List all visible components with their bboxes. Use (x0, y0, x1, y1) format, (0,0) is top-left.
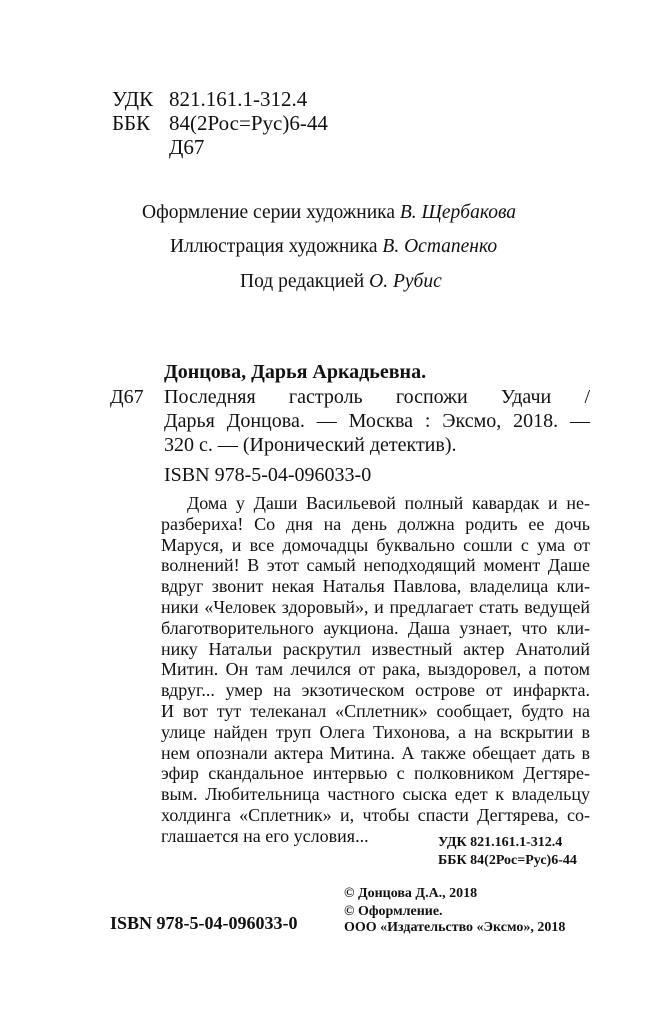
illustration-credit (170, 236, 497, 258)
illustration-name: В. Остапенко (382, 236, 498, 257)
annotation-line: глашается на его условия... (161, 825, 369, 846)
copyright-publisher: ООО «Издательство «Эксмо», 2018 (344, 920, 566, 935)
annotation-line: разбериха! Со дня на день должна родить ее дочь (161, 513, 590, 534)
annotation-line: улице найден труп Олега Тихонова, а на вскрытии в (161, 721, 590, 742)
annotation-line: эфир скандальное интервью с полковником Дегтяре- (161, 763, 590, 784)
udk-value: 821.161.1-312.4 (169, 87, 308, 111)
annotation-line: нику Натальи раскрутил известный актер Анатолий (161, 638, 590, 659)
udk-row (112, 87, 307, 112)
author-mark: Д67 (169, 135, 205, 159)
annotation-line: нем опознали актера Митина. А также обещает дать в (161, 742, 590, 763)
annotation-line: Митин. Он там лечился от рака, выздоровел, а потом (161, 659, 590, 680)
annotation (161, 493, 590, 847)
bbk-row (112, 111, 328, 136)
bbk-key: ББК (112, 111, 151, 135)
udk-key: УДК (112, 87, 154, 111)
series-design-credit (142, 202, 516, 224)
udk-code-bottom: УДК 821.161.1-312.4 (438, 835, 563, 850)
annotation-line: ники «Человек здоровый», и предлагает стать ведущей (161, 596, 590, 617)
bib-title-line: Дарья Донцова. — Москва : Эксмо, 2018. — (164, 410, 590, 432)
annotation-line: волнений! В этот самый неподходящий момент Даше (161, 555, 590, 576)
annotation-line: Маруся, и все домочадцы буквально сошли с ума от (161, 534, 590, 555)
bib-title-line: Последняя гастроль госпожи Удачи / (164, 386, 590, 408)
editor-name: О. Рубис (369, 271, 442, 292)
editor-credit (240, 271, 442, 293)
copyright-author: © Донцова Д.А., 2018 (344, 886, 478, 901)
annotation-line: холдинга «Сплетник» и, чтобы спасти Дегтярева, со- (161, 804, 590, 825)
series-design-name: В. Щербакова (399, 202, 517, 223)
series-design-prefix: Оформление серии художника (142, 202, 400, 223)
isbn-bottom: ISBN 978-5-04-096033-0 (110, 913, 298, 933)
annotation-line: вдруг звонит некая Наталья Павлова, владелица кли- (161, 576, 590, 597)
editor-prefix: Под редакцией (240, 271, 370, 292)
bib-title-line: 320 с. — (Иронический детектив). (164, 434, 457, 456)
annotation-line: И вот тут телеканал «Сплетник» сообщает, будто на (161, 700, 590, 721)
annotation-line: Дома у Даши Васильевой полный кавардак и не- (187, 493, 590, 513)
bbk-value: 84(2Рос=Рус)6-44 (169, 111, 328, 135)
bib-author: Донцова, Дарья Аркадьевна. (164, 361, 427, 383)
bib-code: Д67 (110, 386, 144, 408)
annotation-line: вым. Любительница частного сыска едет к владельцу (161, 784, 590, 805)
illustration-prefix: Иллюстрация художника (170, 236, 383, 257)
bib-isbn: ISBN 978-5-04-096033-0 (164, 464, 372, 486)
bbk-code-bottom: ББК 84(2Рос=Рус)6-44 (438, 853, 577, 868)
annotation-line: вдруг... умер на экзотическом острове от инфаркта. (161, 680, 590, 701)
annotation-line: благотворительного аукциона. Даша узнает, что кли- (161, 617, 590, 638)
copyright-design: © Оформление. (344, 904, 443, 919)
